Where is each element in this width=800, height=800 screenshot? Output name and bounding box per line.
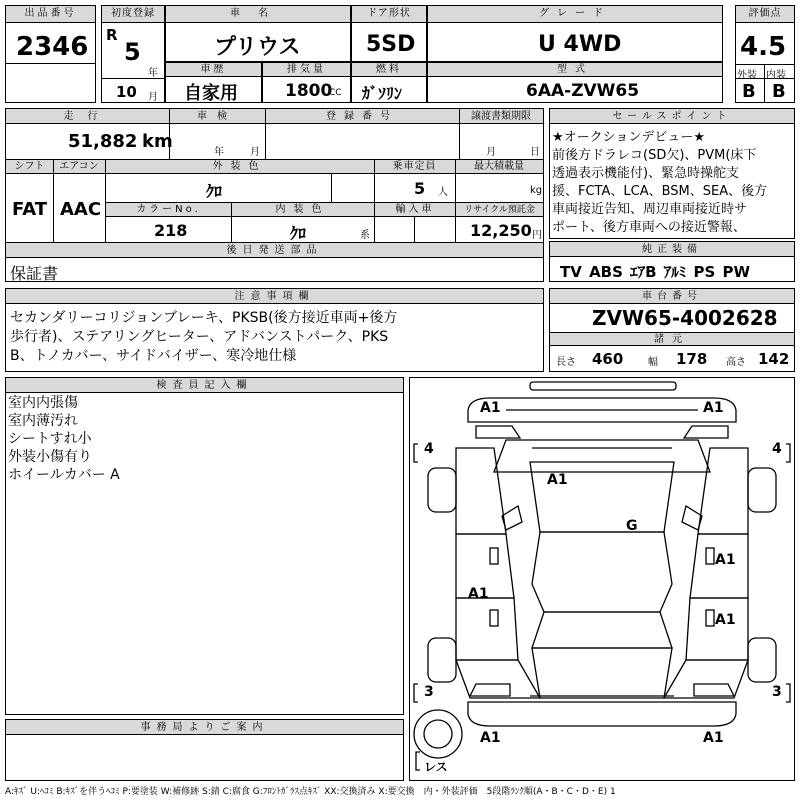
caution-box bbox=[5, 288, 544, 372]
model-box bbox=[427, 62, 723, 103]
registration-era: R bbox=[106, 26, 118, 44]
recycle: 12,250 bbox=[470, 221, 532, 240]
int-color-unit: 系 bbox=[360, 230, 370, 241]
damage-mark: A1 bbox=[715, 612, 736, 628]
door-box bbox=[351, 5, 427, 62]
displacement-label: 排気量 bbox=[263, 63, 350, 77]
transfer-day-unit: 日 bbox=[530, 147, 540, 158]
exterior-label: 外装 bbox=[737, 70, 757, 81]
grade-label: グレード bbox=[428, 6, 722, 23]
fuel-box bbox=[351, 62, 427, 103]
damage-mark: A1 bbox=[468, 586, 489, 602]
equipment-box bbox=[549, 241, 795, 282]
caution-line: 歩行者)、ステアリングヒーター、アドバンストパーク、PKS bbox=[10, 329, 389, 345]
car-name-label: 車名 bbox=[166, 6, 350, 23]
registration-year: 5 bbox=[124, 38, 141, 66]
legend: A:ｷｽﾞ U:ﾍｺﾐ B:ｷｽﾞを伴うﾍｺﾐ P:要塗装 W:補修跡 S:錆 C:腐食 G:ﾌﾛﾝﾄｶﾞﾗｽ点ｷｽﾞ XX:交換済み X:要交換 内・外装評価 5段階ﾗﾝｸ順(A・B・C・D・E) 1 bbox=[5, 787, 616, 797]
history-box bbox=[165, 62, 262, 103]
vehicle-details-box bbox=[5, 108, 544, 282]
office-box bbox=[5, 719, 404, 781]
inspection-month-unit: 月 bbox=[250, 147, 260, 158]
car-outline-diagram bbox=[410, 378, 794, 780]
score-label: 評価点 bbox=[736, 6, 794, 23]
equipment-items: TV ABS ｴｱB ｱﾙﾐ PS PW bbox=[560, 263, 751, 281]
width: 178 bbox=[676, 350, 708, 368]
air-conditioner: AAC bbox=[60, 199, 102, 220]
history: 自家用 bbox=[184, 83, 238, 104]
inspector-box bbox=[5, 377, 404, 715]
shift: FAT bbox=[12, 199, 48, 220]
fuel-label: 燃料 bbox=[352, 63, 426, 77]
chassis-label: 車台番号 bbox=[550, 289, 794, 304]
month-unit: 月 bbox=[148, 92, 158, 103]
inspector-note: 室内薄汚れ bbox=[8, 413, 78, 429]
grade: U 4WD bbox=[538, 32, 622, 57]
sales-point-line: ポート、後方車両への接近警報、 bbox=[552, 220, 746, 235]
equipment-label: 純正装備 bbox=[550, 242, 794, 257]
lot-number: 2346 bbox=[16, 32, 89, 62]
chassis-box bbox=[549, 288, 795, 372]
caution-line: セカンダリーコリジョンブレーキ、PKSB(後方接近車両+後方 bbox=[10, 310, 398, 326]
capacity: 5 bbox=[414, 179, 426, 198]
score-box bbox=[735, 5, 795, 103]
sales-point-line: ★オークションデビュー★ bbox=[552, 130, 706, 145]
mileage: 51,882 bbox=[68, 131, 138, 152]
int-color: ｸﾛ bbox=[290, 224, 307, 243]
ac-label: エアコン bbox=[53, 160, 105, 174]
first-registration-label: 初度登録 bbox=[102, 6, 164, 23]
sales-point-line: 透過表示機能付)、緊急時操舵支 bbox=[552, 166, 740, 181]
max-load-label: 最大積載量 bbox=[455, 160, 543, 174]
recycle-unit: 円 bbox=[532, 230, 542, 241]
displacement-unit: CC bbox=[329, 88, 342, 98]
damage-mark: A1 bbox=[547, 472, 568, 488]
chassis-number: ZVW65-4002628 bbox=[592, 306, 778, 330]
capacity-unit: 人 bbox=[438, 187, 448, 198]
first-registration-box bbox=[101, 5, 165, 103]
transfer-label: 譲渡書類期限 bbox=[459, 109, 543, 124]
recycle-label: リサイクル預託金 bbox=[456, 203, 543, 217]
tire-rear-left: 3 bbox=[424, 684, 434, 700]
inspector-note: 外装小傷有り bbox=[8, 449, 92, 465]
height: 142 bbox=[758, 350, 790, 368]
color-no: 218 bbox=[154, 221, 188, 240]
registration-month: 10 bbox=[116, 83, 137, 101]
mileage-label: 走行 bbox=[6, 109, 169, 124]
damage-mark: A1 bbox=[715, 552, 736, 568]
ext-color-label: 外装色 bbox=[105, 160, 374, 174]
import-label: 輸入車 bbox=[375, 203, 455, 217]
sales-point-line: 前後方ドラレコ(SD欠)、PVM(床下 bbox=[552, 148, 757, 163]
door-type: 5SD bbox=[366, 32, 416, 57]
car-name-box bbox=[165, 5, 351, 62]
damage-mark: A1 bbox=[480, 400, 501, 416]
year-unit: 年 bbox=[148, 68, 158, 79]
width-label: 幅 bbox=[648, 357, 658, 368]
mileage-unit: km bbox=[142, 131, 173, 152]
inspector-note: 室内内張傷 bbox=[8, 395, 78, 411]
inspector-note: シートすれ小 bbox=[8, 431, 92, 447]
displacement: 1800 bbox=[285, 81, 333, 101]
inspector-label: 検査員記入欄 bbox=[6, 378, 403, 393]
history-label: 車歴 bbox=[166, 63, 261, 77]
sales-point-line: 援、FCTA、LCA、BSM、SEA、後方 bbox=[552, 184, 768, 199]
tire-rear-right: 3 bbox=[772, 684, 782, 700]
caution-label: 注意事項欄 bbox=[6, 289, 543, 304]
length-label: 長さ bbox=[556, 357, 576, 368]
sales-point-label: セールスポイント bbox=[550, 109, 794, 124]
int-color-label: 内装色 bbox=[231, 203, 374, 217]
spare-tire-note: レス bbox=[424, 760, 448, 774]
later-parts-label: 後日発送部品 bbox=[6, 243, 543, 258]
car-name: プリウス bbox=[214, 35, 301, 60]
color-no-label: カラーNo. bbox=[106, 203, 231, 217]
interior-label: 内装 bbox=[766, 70, 786, 81]
score: 4.5 bbox=[740, 32, 787, 62]
damage-mark: A1 bbox=[480, 730, 501, 746]
sales-point-box bbox=[549, 108, 795, 239]
later-parts: 保証書 bbox=[10, 264, 59, 283]
height-label: 高さ bbox=[726, 357, 746, 368]
inspection-label: 車検 bbox=[169, 109, 265, 124]
capacity-label: 乗車定員 bbox=[374, 160, 455, 174]
plate-label: 登録番号 bbox=[265, 109, 459, 124]
shift-label: シフト bbox=[6, 160, 53, 174]
lot-number-box bbox=[5, 5, 96, 103]
fuel: ｶﾞｿﾘﾝ bbox=[362, 84, 403, 103]
model-label: 型式 bbox=[428, 63, 722, 77]
displacement-box bbox=[262, 62, 351, 103]
inspector-note: ホイールカバー A bbox=[8, 467, 120, 483]
ext-color: ｸﾛ bbox=[206, 182, 223, 201]
specs-label: 諸元 bbox=[550, 332, 794, 346]
sales-point-line: 車両接近告知、周辺車両接近時サ bbox=[552, 202, 748, 217]
tire-front-left: 4 bbox=[424, 441, 434, 457]
door-label: ドア形状 bbox=[352, 6, 426, 23]
damage-diagram bbox=[409, 377, 795, 781]
tire-front-right: 4 bbox=[772, 441, 782, 457]
caution-line: B、トノカバー、サイドバイザー、寒冷地仕様 bbox=[10, 348, 297, 364]
damage-mark: A1 bbox=[703, 730, 724, 746]
max-load-unit: kg bbox=[530, 185, 543, 196]
length: 460 bbox=[592, 350, 624, 368]
grade-box bbox=[427, 5, 723, 62]
lot-number-label: 出品番号 bbox=[6, 6, 95, 23]
damage-mark: A1 bbox=[703, 400, 724, 416]
exterior-grade: B bbox=[742, 81, 756, 102]
transfer-month-unit: 月 bbox=[486, 147, 496, 158]
model: 6AA-ZVW65 bbox=[526, 81, 640, 101]
damage-mark: G bbox=[626, 518, 638, 534]
inspection-year-unit: 年 bbox=[214, 147, 224, 158]
office-label: 事務局よりご案内 bbox=[6, 720, 403, 735]
interior-grade: B bbox=[772, 81, 786, 102]
